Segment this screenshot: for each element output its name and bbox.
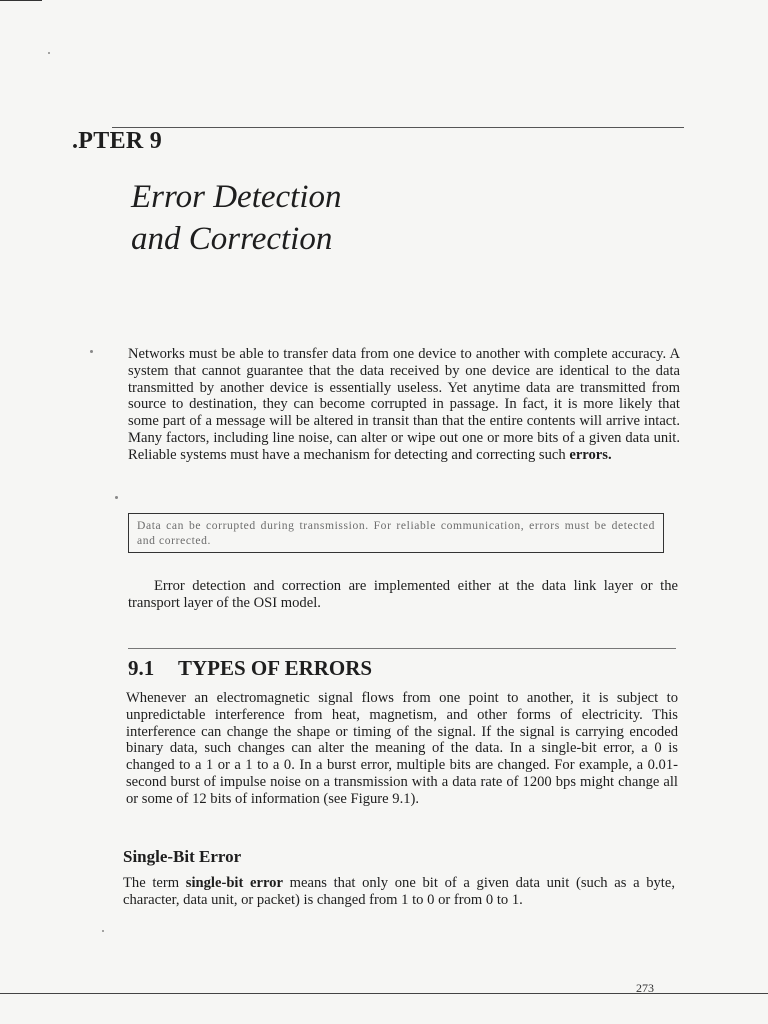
chapter-title <box>131 176 342 260</box>
section-number: 9.1 <box>128 656 155 680</box>
chapter-title-line-2: and Correction <box>131 221 333 257</box>
types-of-errors-paragraph: Whenever an electromagnetic signal flows from one point to another, it is subject to unpredictable interference from heat, magnetism, and other forms of electricity. This interference can change the shape or timing of the signal. If the signal is carrying encoded binary data, such changes can alter the meaning of the data. In a single-bit error, a 0 is changed to a 1 or a 1 to a 0. In a burst error, multiple bits are changed. For example, a 0.01-second burst of impulse noise on a transmission with a data rate of 1200 bps might change all or some of 12 bits of information (see Figure 9.1). <box>126 690 678 807</box>
highlight-box <box>128 513 664 553</box>
intro-paragraph <box>128 346 680 464</box>
scan-speck <box>90 350 93 353</box>
layers-paragraph: Error detection and correction are implemented either at the data link layer or the transport layer of the OSI model. <box>128 578 678 611</box>
chapter-top-rule <box>112 127 684 128</box>
single-bit-paragraph <box>123 875 675 909</box>
highlight-text: Data can be corrupted during transmission. For reliable communication, errors must be detected and corrected. <box>137 519 655 547</box>
scan-speck <box>48 52 50 54</box>
intro-emphasis: errors. <box>569 446 612 463</box>
single-bit-lead: The term <box>123 875 180 891</box>
single-bit-term: single-bit error <box>185 875 283 891</box>
section-rule <box>128 648 676 649</box>
corner-line <box>0 0 42 1</box>
intro-text: Networks must be able to transfer data from one device to another with complete accuracy. A system that cannot guarantee that the data received by one device are identical to the data transmitted by another device is essentially useless. Yet anytime data are transmitted from source to destination, they can become corrupted in passage. In fact, it is more likely that some part of a message will be altered in transit than that the entire contents will arrive intact. Many factors, including line noise, can alter or wipe out one or more bits of a given data unit. Reliable systems must have a mechanism for detecting and correcting such <box>128 346 680 463</box>
single-bit-text: means that only one bit of a given data unit (such as a byte, character, data unit, or packet) is changed from 1 to 0 or from 0 to 1. <box>123 875 675 908</box>
subsection-heading: Single-Bit Error <box>123 847 242 866</box>
scan-speck <box>102 930 104 932</box>
page-number: 273 <box>636 981 654 995</box>
chapter-title-line-1: Error Detection <box>131 179 342 215</box>
section-heading <box>128 656 372 681</box>
scan-speck <box>115 496 118 499</box>
chapter-label: .PTER 9 <box>72 128 163 154</box>
section-title: TYPES OF ERRORS <box>178 656 373 680</box>
